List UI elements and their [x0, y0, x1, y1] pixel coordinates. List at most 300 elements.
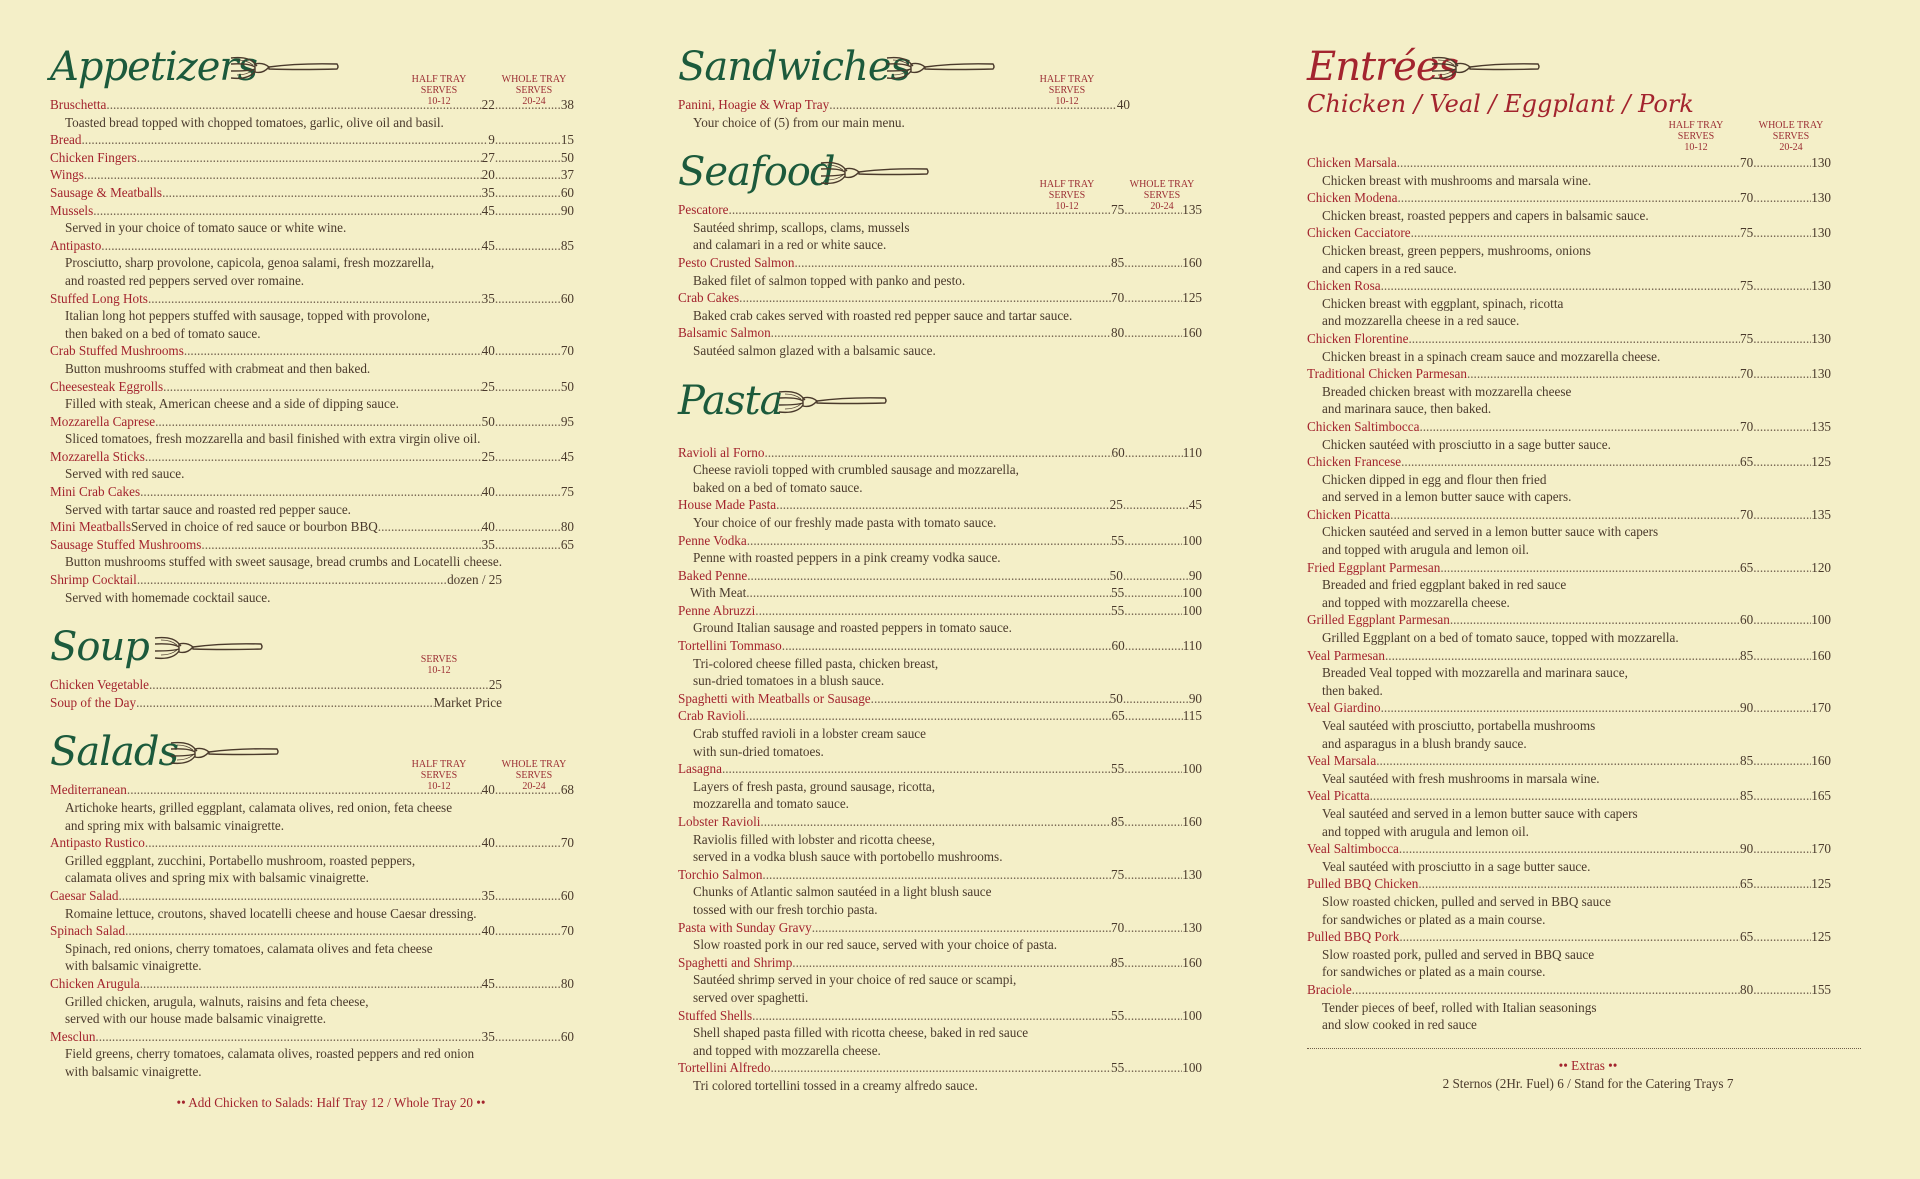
leader-dots — [1753, 453, 1811, 471]
whole-tray-price: 50 — [560, 378, 574, 394]
leader-dots — [1124, 866, 1182, 884]
item-name: Spinach Salad — [50, 923, 126, 939]
whole-tray-price: 160 — [1811, 753, 1831, 769]
leader-dots — [1352, 981, 1740, 999]
menu-item — [1307, 365, 1869, 418]
leader-dots — [140, 975, 482, 993]
half-tray-price: 55 — [1111, 1007, 1125, 1023]
leader-dots — [495, 378, 561, 396]
item-description: and topped with mozzarella cheese. — [693, 1042, 881, 1058]
leader-dots — [1123, 496, 1189, 514]
leader-dots — [1753, 330, 1811, 348]
leader-dots — [162, 184, 482, 202]
soup-title: Soup — [50, 624, 149, 671]
leader-dots — [1381, 699, 1740, 717]
menu-item-row — [678, 954, 1240, 972]
item-price: 40 — [1116, 97, 1130, 112]
menu-item — [1307, 787, 1869, 840]
half-tray-price: 70 — [1740, 155, 1754, 170]
item-name: Shrimp Cocktail — [50, 572, 137, 588]
serves-header: SERVES 10-12 — [420, 654, 458, 677]
item-description: Sautéed salmon glazed with a balsamic sauce. — [693, 342, 936, 358]
half-tray-price: 35 — [481, 1028, 495, 1044]
leader-dots — [495, 834, 561, 852]
whole-tray-price: 155 — [1811, 981, 1831, 997]
leader-dots — [770, 1059, 1111, 1077]
leader-dots — [95, 1028, 481, 1046]
item-description: and topped with mozzarella cheese. — [1322, 594, 1510, 610]
entrees-list — [1307, 154, 1869, 1034]
menu-item-row — [678, 707, 1240, 725]
whole-tray-price: 110 — [1182, 638, 1202, 654]
menu-column-2 — [678, 40, 1240, 1095]
menu-item-row — [1307, 699, 1869, 717]
menu-item-row — [50, 483, 612, 501]
leader-dots — [1124, 1007, 1182, 1025]
menu-item — [50, 975, 612, 1028]
menu-item — [50, 166, 612, 184]
half-tray-price: 80 — [1740, 981, 1754, 997]
extras-heading: •• Extras •• — [1558, 1057, 1618, 1073]
half-tray-price: 9 — [488, 132, 495, 148]
half-tray-price: 70 — [1740, 418, 1754, 434]
leader-dots — [1381, 277, 1740, 295]
item-description: Veal sautéed with prosciutto, portabella mushrooms — [1322, 718, 1596, 733]
item-description: Grilled Eggplant on a bed of tomato sauce, topped with mozzarella. — [1322, 630, 1679, 646]
whole-tray-price: 50 — [560, 149, 574, 165]
menu-item — [678, 496, 1240, 531]
whole-tray-price: 100 — [1182, 585, 1202, 601]
menu-item — [678, 324, 1240, 359]
menu-item — [50, 290, 612, 343]
pasta-list — [678, 444, 1240, 1095]
whole-tray-price: 100 — [1182, 1060, 1202, 1076]
whole-tray-price: 130 — [1811, 278, 1831, 294]
leader-dots — [722, 760, 1111, 778]
menu-item-row — [1307, 189, 1869, 207]
half-tray-price: 75 — [1740, 330, 1754, 346]
leader-dots — [1124, 602, 1182, 620]
item-name: Pulled BBQ Chicken — [1307, 876, 1419, 892]
item-description: Chunks of Atlantic salmon sautéed in a light blush sauce — [693, 884, 992, 900]
menu-item-row — [50, 448, 612, 466]
menu-item — [50, 237, 612, 290]
half-tray-price: 85 — [1111, 814, 1125, 829]
half-tray-header: HALF TRAY SERVES 10-12 — [1039, 179, 1095, 213]
menu-item-row — [678, 866, 1240, 884]
item-description: with balsamic vinaigrette. — [65, 1063, 202, 1079]
leader-dots — [1753, 981, 1811, 999]
menu-item — [1307, 875, 1869, 928]
half-tray-price: 55 — [1111, 761, 1125, 777]
item-name: Spaghetti with Meatballs or Sausage — [678, 690, 871, 706]
half-tray-price: 65 — [1740, 876, 1754, 892]
menu-item-row — [1307, 506, 1869, 524]
menu-item-row — [678, 1007, 1240, 1025]
item-description: Grilled chicken, arugula, walnuts, raisins and feta cheese, — [65, 993, 369, 1009]
item-name: Baked Penne — [678, 567, 748, 583]
leader-dots — [495, 975, 561, 993]
half-tray-price: 75 — [1111, 866, 1125, 882]
whole-tray-price: 100 — [1182, 602, 1202, 618]
leader-dots — [495, 342, 561, 360]
whole-tray-price: 60 — [560, 1028, 574, 1044]
item-name: Torchio Salmon — [678, 866, 763, 882]
whole-tray-price: 37 — [560, 167, 574, 183]
fork-icon — [818, 159, 930, 189]
item-name: House Made Pasta — [678, 497, 777, 513]
menu-item — [1307, 928, 1869, 981]
half-tray-price: 40 — [481, 519, 495, 535]
item-description: Italian long hot peppers stuffed with sausage, topped with provolone, — [65, 308, 430, 324]
leader-dots — [145, 834, 482, 852]
menu-item-row — [678, 1059, 1240, 1077]
item-description: Ground Italian sausage and roasted peppers in tomato sauce. — [693, 620, 1012, 636]
item-price: 25 — [488, 677, 502, 693]
menu-item-row — [50, 834, 612, 852]
menu-item — [50, 202, 612, 237]
half-tray-price: 90 — [1740, 841, 1754, 857]
whole-tray-price: 125 — [1811, 454, 1831, 470]
leader-dots — [812, 919, 1111, 937]
item-name: Mini Crab Cakes — [50, 484, 141, 500]
menu-item-row — [678, 919, 1240, 937]
whole-tray-price: 100 — [1182, 761, 1202, 777]
leader-dots — [1390, 506, 1740, 524]
half-tray-price: 65 — [1740, 559, 1754, 575]
item-name: Ravioli al Forno — [678, 444, 765, 460]
half-tray-price: 45 — [481, 202, 495, 218]
fork-icon — [776, 388, 888, 418]
menu-item-row — [1307, 365, 1869, 383]
leader-dots — [148, 290, 482, 308]
item-description: Chicken sautéed and served in a lemon butter sauce with capers — [1322, 524, 1659, 540]
extras-text: 2 Sternos (2Hr. Fuel) 6 / Stand for the Catering Trays 7 — [1442, 1075, 1734, 1091]
leader-dots — [495, 237, 561, 255]
item-name: Antipasto Rustico — [50, 835, 145, 851]
item-name: Pesto Crusted Salmon — [678, 254, 795, 270]
item-description: Chicken breast with eggplant, spinach, ricotta — [1322, 295, 1564, 311]
whole-tray-price: 60 — [560, 184, 574, 200]
whole-tray-price: 70 — [560, 923, 574, 939]
item-description: Prosciutto, sharp provolone, capicola, genoa salami, fresh mozzarella, — [65, 255, 435, 271]
item-description: and topped with arugula and lemon oil. — [1322, 823, 1529, 839]
item-description: Grilled eggplant, zucchini, Portabello mushroom, roasted peppers, — [65, 852, 416, 868]
half-tray-price: 40 — [481, 923, 495, 939]
leader-dots — [84, 166, 482, 184]
leader-dots — [1125, 707, 1183, 725]
leader-dots — [93, 202, 481, 220]
half-tray-price: 35 — [481, 536, 495, 552]
item-description: Chicken breast, roasted peppers and capers in balsamic sauce. — [1322, 207, 1649, 223]
item-description: Artichoke hearts, grilled eggplant, calamata olives, red onion, feta cheese — [65, 800, 453, 815]
soup-list — [50, 676, 612, 711]
leader-dots — [752, 1007, 1111, 1025]
leader-dots — [118, 887, 481, 905]
appetizers-section — [50, 40, 612, 606]
leader-dots — [1753, 928, 1811, 946]
menu-item-row — [1307, 928, 1869, 946]
item-name: Crab Stuffed Mushrooms — [50, 343, 184, 359]
menu-item — [50, 922, 612, 975]
leader-dots — [1124, 954, 1182, 972]
item-name: Traditional Chicken Parmesan — [1307, 366, 1467, 382]
whole-tray-price: 110 — [1182, 444, 1202, 460]
leader-dots — [495, 1028, 561, 1046]
menu-item — [1307, 699, 1869, 752]
whole-tray-price: 130 — [1182, 919, 1202, 935]
whole-tray-price: 160 — [1811, 647, 1831, 663]
menu-item — [678, 866, 1240, 919]
half-tray-price: 55 — [1111, 585, 1125, 601]
menu-item-row — [678, 96, 1240, 114]
half-tray-header: HALF TRAY SERVES 10-12 — [411, 759, 467, 793]
menu-item-row — [1307, 752, 1869, 770]
item-name: Chicken Marsala — [1307, 155, 1397, 170]
half-tray-price: 25 — [1109, 497, 1123, 513]
leader-dots — [1753, 752, 1811, 770]
half-tray-price: 85 — [1111, 254, 1125, 270]
item-description: and served in a lemon butter sauce with capers. — [1322, 489, 1572, 505]
seafood-section — [678, 145, 1240, 359]
extras-section — [1307, 1057, 1869, 1093]
leader-dots — [1124, 324, 1182, 342]
half-tray-price: 35 — [481, 290, 495, 306]
menu-item-row — [50, 887, 612, 905]
menu-item-row — [1307, 418, 1869, 436]
menu-item-row — [678, 690, 1240, 708]
menu-item-row — [1307, 224, 1869, 242]
leader-dots — [755, 602, 1111, 620]
add-chicken-note: •• Add Chicken to Salads: Half Tray 12 / Whole Tray 20 •• — [176, 1094, 486, 1110]
leader-dots — [1753, 647, 1811, 665]
half-tray-price: 70 — [1740, 366, 1754, 382]
menu-item — [1307, 840, 1869, 875]
half-tray-price: 80 — [1111, 325, 1125, 341]
half-tray-price: 85 — [1740, 753, 1754, 769]
whole-tray-price: 15 — [560, 132, 574, 148]
leader-dots — [1753, 559, 1811, 577]
menu-item — [50, 131, 612, 149]
item-description: Layers of fresh pasta, ground sausage, ricotta, — [693, 778, 936, 794]
menu-item — [1307, 559, 1869, 612]
leader-dots — [136, 694, 433, 712]
menu-item-row — [50, 290, 612, 308]
item-name: Veal Saltimbocca — [1307, 841, 1399, 857]
menu-item-row — [678, 532, 1240, 550]
item-name: Caesar Salad — [50, 887, 119, 903]
item-name: Stuffed Long Hots — [50, 290, 148, 306]
whole-tray-price: 130 — [1811, 155, 1831, 170]
item-name: Chicken Modena — [1307, 190, 1398, 206]
item-description: for sandwiches or plated as a main course. — [1322, 964, 1546, 980]
item-description: Sliced tomatoes, fresh mozzarella and basil finished with extra virgin olive oil. — [65, 431, 481, 447]
menu-item — [50, 378, 612, 413]
menu-item — [678, 1059, 1240, 1094]
whole-tray-price: 70 — [560, 343, 574, 359]
item-description: Served with homemade cocktail sauce. — [65, 589, 271, 605]
half-tray-price: 85 — [1111, 954, 1125, 970]
whole-tray-price: 100 — [1182, 1007, 1202, 1023]
pasta-section — [678, 374, 1240, 1095]
item-description: Veal sautéed and served in a lemon butter sauce with capers — [1322, 805, 1638, 821]
menu-item-row — [50, 518, 612, 536]
menu-item — [50, 518, 612, 536]
leader-dots — [1124, 532, 1182, 550]
item-description: baked on a bed of tomato sauce. — [693, 479, 863, 495]
menu-item — [1307, 752, 1869, 787]
half-tray-price: 22 — [481, 97, 495, 112]
whole-tray-price: 100 — [1182, 532, 1202, 548]
menu-item-row — [1307, 559, 1869, 577]
menu-item — [1307, 277, 1869, 330]
menu-item-row — [1307, 611, 1869, 629]
item-description: mozzarella and tomato sauce. — [693, 796, 849, 812]
whole-tray-price: 45 — [1188, 497, 1202, 513]
leader-dots — [1411, 224, 1740, 242]
sandwiches-section — [678, 40, 1240, 131]
leader-dots — [1124, 1059, 1182, 1077]
menu-item-row — [678, 444, 1240, 462]
half-tray-header: HALF TRAY SERVES 10-12 — [1668, 120, 1724, 153]
menu-item-row — [678, 496, 1240, 514]
half-tray-price: 60 — [1740, 612, 1754, 628]
half-tray-price: 35 — [481, 887, 495, 903]
menu-item — [678, 1007, 1240, 1060]
half-tray-price: 65 — [1740, 454, 1754, 470]
item-description: and topped with arugula and lemon oil. — [1322, 542, 1529, 558]
whole-tray-header: WHOLE TRAY SERVES 20-24 — [501, 74, 567, 107]
item-name: Chicken Picatta — [1307, 506, 1391, 522]
whole-tray-price: 65 — [560, 536, 574, 552]
whole-tray-price: 160 — [1182, 325, 1202, 341]
menu-item-row — [50, 975, 612, 993]
leader-dots — [101, 237, 481, 255]
menu-item-row — [50, 1028, 612, 1046]
half-tray-price: 75 — [1740, 225, 1754, 241]
half-tray-price: 85 — [1740, 788, 1754, 804]
menu-item-row — [1307, 875, 1869, 893]
half-tray-price: 90 — [1740, 700, 1754, 716]
menu-item — [50, 676, 612, 694]
soup-section — [50, 620, 612, 711]
menu-item — [678, 96, 1240, 131]
item-description: Spinach, red onions, cherry tomatoes, calamata olives and feta cheese — [65, 940, 433, 956]
whole-tray-price: 170 — [1811, 841, 1831, 857]
menu-item — [1307, 453, 1869, 506]
menu-item-row — [50, 922, 612, 940]
whole-tray-price: 68 — [560, 782, 574, 798]
menu-item-row — [50, 413, 612, 431]
leader-dots — [184, 342, 482, 360]
item-name: Chicken Cacciatore — [1307, 225, 1411, 241]
item-description: Your choice of (5) from our main menu. — [693, 114, 905, 130]
item-description: sun-dried tomatoes in a blush sauce. — [693, 673, 885, 689]
leader-dots — [746, 707, 1112, 725]
menu-item — [50, 342, 612, 377]
item-name: Chicken Rosa — [1307, 278, 1381, 294]
item-name: Mesclun — [50, 1028, 96, 1044]
item-description: tossed with our fresh torchio pasta. — [693, 901, 878, 917]
menu-item — [678, 584, 1240, 602]
leader-dots — [1385, 647, 1740, 665]
menu-item — [678, 690, 1240, 708]
item-name: Veal Giardino — [1307, 700, 1381, 716]
menu-item — [50, 571, 612, 606]
item-name: Crab Ravioli — [678, 708, 746, 724]
menu-item-row — [50, 202, 612, 220]
half-tray-price: 75 — [1740, 278, 1754, 294]
leader-dots — [1753, 365, 1811, 383]
menu-item-row — [50, 184, 612, 202]
menu-item-row — [50, 131, 612, 149]
leader-dots — [1376, 752, 1740, 770]
item-price: dozen / 25 — [447, 572, 502, 588]
menu-item — [1307, 981, 1869, 1034]
entrees-section — [1307, 40, 1869, 1034]
item-name: Penne Abruzzi — [678, 602, 756, 618]
menu-item — [678, 532, 1240, 567]
menu-item-row — [678, 584, 1240, 602]
item-description: Slow roasted chicken, pulled and served in BBQ sauce — [1322, 893, 1611, 909]
item-description: Sautéed shrimp served in your choice of red sauce or scampi, — [693, 972, 1017, 988]
leader-dots — [1399, 928, 1740, 946]
menu-item — [678, 707, 1240, 760]
menu-item — [1307, 647, 1869, 700]
item-description: Sautéed shrimp, scallops, clams, mussels — [693, 219, 910, 235]
menu-item-row — [1307, 330, 1869, 348]
menu-item — [678, 289, 1240, 324]
whole-tray-price: 90 — [1188, 690, 1202, 706]
menu-item-row — [1307, 277, 1869, 295]
fork-icon — [152, 634, 264, 664]
menu-item-row — [1307, 787, 1869, 805]
whole-tray-price: 80 — [560, 519, 574, 535]
item-description: Breaded chicken breast with mozzarella cheese — [1322, 383, 1572, 399]
menu-item — [50, 184, 612, 202]
fork-icon — [228, 54, 340, 84]
item-name: Bruschetta — [50, 97, 107, 112]
leader-dots — [495, 184, 561, 202]
whole-tray-price: 100 — [1811, 612, 1831, 628]
menu-item-row — [50, 342, 612, 360]
half-tray-price: 50 — [1109, 690, 1123, 706]
item-description: Raviolis filled with lobster and ricotta cheese, — [693, 831, 936, 847]
leader-dots — [137, 149, 482, 167]
whole-tray-price: 160 — [1182, 254, 1202, 270]
item-name: Wings — [50, 167, 84, 183]
whole-tray-price: 115 — [1182, 708, 1202, 724]
whole-tray-price: 60 — [560, 290, 574, 306]
whole-tray-price: 75 — [560, 484, 574, 500]
item-name: Panini, Hoagie & Wrap Tray — [678, 97, 830, 112]
menu-item — [50, 887, 612, 922]
menu-item-row — [678, 567, 1240, 585]
menu-item — [1307, 611, 1869, 646]
leader-dots — [495, 131, 561, 149]
menu-item-row — [50, 378, 612, 396]
item-description: Tender pieces of beef, rolled with Italian seasonings — [1322, 999, 1597, 1015]
item-name: Mini Meatballs — [50, 519, 131, 535]
item-name: Chicken Saltimbocca — [1307, 418, 1420, 434]
leader-dots — [201, 536, 481, 554]
salads-title: Salads — [50, 729, 179, 776]
item-name: Sausage Stuffed Mushrooms — [50, 536, 202, 552]
leader-dots — [1124, 760, 1182, 778]
item-description: Baked crab cakes served with roasted red pepper sauce and tartar sauce. — [693, 307, 1073, 323]
menu-item-row — [50, 149, 612, 167]
item-description: Served in your choice of tomato sauce or white wine. — [65, 220, 347, 236]
